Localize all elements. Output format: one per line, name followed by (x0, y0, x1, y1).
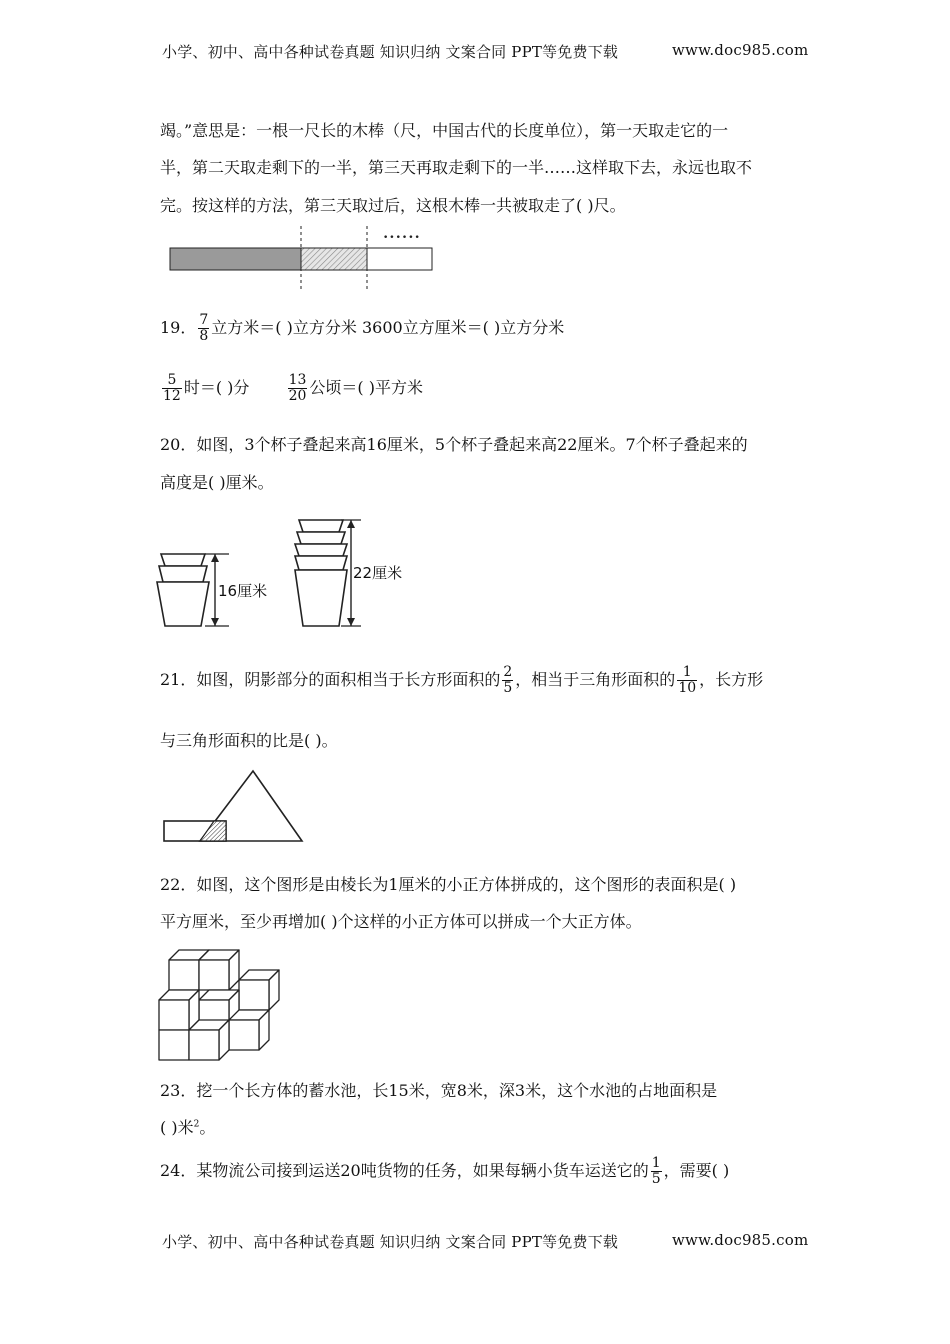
q21-fraction-2: $\frac{1}{10}$ (678, 664, 697, 696)
label-16cm: 16厘米 (218, 582, 268, 600)
q19-part2: 时＝( )分 (183, 378, 250, 397)
q23-superscript: 2 (193, 1119, 200, 1130)
stick-dots: •••••• (383, 233, 421, 243)
stick-figure (160, 222, 450, 296)
q21-fraction-1: $\frac{2}{5}$ (503, 664, 513, 696)
cups-stack-5 (295, 520, 347, 626)
q18-line3: 完。按这样的方法，第三天取过后，这根木棒一共被取走了( )尺。 (160, 196, 626, 215)
q22-line1: 22．如图，这个图形是由棱长为1厘米的小正方体拼成的，这个图形的表面积是( ) (160, 875, 737, 894)
q24-text-post: ，需要( ) (663, 1161, 730, 1180)
q23-line1: 23．挖一个长方体的蓄水池，长15米，宽8米，深3米，这个水池的占地面积是 (160, 1081, 718, 1100)
q24-line1 (160, 1156, 729, 1187)
page-header-url[interactable]: www.doc985.com (672, 41, 809, 59)
q22-line2: 平方厘米，至少再增加( )个这样的小正方体可以拼成一个大正方体。 (160, 912, 642, 931)
q21-text-mid: ，相当于三角形面积的 (515, 670, 676, 689)
q24-fraction: $\frac{1}{5}$ (651, 1155, 661, 1187)
cups-stack-3 (157, 554, 209, 626)
stick-first-half (170, 248, 301, 270)
page-footer-left: 小学、初中、高中各种试卷真题 知识归纳 文案合同 PPT等免费下载 (162, 1233, 619, 1251)
cups-figure (155, 512, 415, 634)
q19-line2 (160, 373, 423, 404)
q19-fraction-1: $\frac{7}{8}$ (199, 312, 209, 344)
q21-text-post: ，长方形 (699, 670, 764, 689)
page-header-left: 小学、初中、高中各种试卷真题 知识归纳 文案合同 PPT等免费下载 (162, 43, 619, 61)
q23-end: 。 (199, 1118, 216, 1137)
q19-part1: 立方米＝( )立方分米 3600立方厘米＝( )立方分米 (211, 318, 565, 337)
q19-fraction-3: $\frac{13}{20}$ (288, 372, 307, 404)
cube-stack-figure (155, 940, 280, 1065)
q18-line2: 半，第二天取走剩下的一半，第三天再取走剩下的一半……这样取下去，永远也取不 (160, 158, 753, 177)
q19-fraction-2: $\frac{5}{12}$ (163, 372, 181, 404)
q19-part3: 公顷＝( )平方米 (309, 378, 423, 397)
q19-line1 (160, 313, 564, 344)
q20-line2: 高度是( )厘米。 (160, 473, 274, 492)
q18-line1: 竭。”意思是：一根一尺长的木棒（尺，中国古代的长度单位），第一天取走它的一 (160, 121, 729, 140)
page-footer-url[interactable]: www.doc985.com (672, 1231, 809, 1249)
q21-text-pre: 21．如图，阴影部分的面积相当于长方形面积的 (160, 670, 501, 689)
triangle-rectangle-figure (158, 765, 308, 845)
q24-text-pre: 24．某物流公司接到运送20吨货物的任务，如果每辆小货车运送它的 (160, 1161, 649, 1180)
stick-remainder (367, 248, 432, 270)
stick-second-quarter (301, 248, 367, 270)
label-22cm: 22厘米 (353, 564, 403, 582)
q19-number: 19． (160, 318, 197, 337)
q21-line2: 与三角形面积的比是( )。 (160, 731, 338, 750)
q23-answer-blank: ( )米 (160, 1118, 194, 1137)
q21-line1 (160, 665, 763, 696)
q23-line2 (160, 1115, 215, 1138)
q20-line1: 20．如图，3个杯子叠起来高16厘米，5个杯子叠起来高22厘米。7个杯子叠起来的 (160, 435, 748, 454)
